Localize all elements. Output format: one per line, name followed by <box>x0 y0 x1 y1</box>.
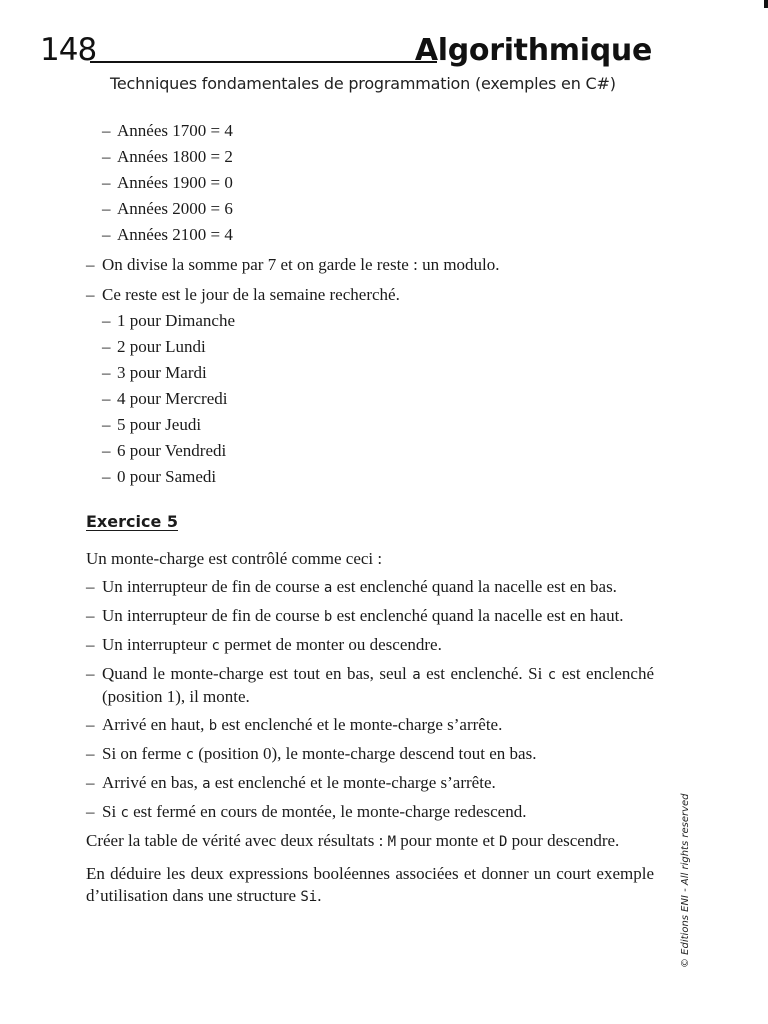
list-item: – 2 pour Lundi <box>102 334 654 360</box>
list-item: – Si c est fermé en cours de montée, le monte-charge redescend. <box>86 801 654 824</box>
days-list <box>102 308 654 490</box>
list-item: – Années 1800 = 2 <box>86 144 654 170</box>
step-reste-text: Ce reste est le jour de la semaine recherché. <box>102 285 400 304</box>
list-item: – Un interrupteur de fin de course a est enclenché quand la nacelle est en bas. <box>86 576 654 599</box>
steps-list <box>86 252 654 490</box>
list-item: – Années 1900 = 0 <box>86 170 654 196</box>
list-item: – Années 2000 = 6 <box>86 196 654 222</box>
list-item: – Années 2100 = 4 <box>86 222 654 248</box>
list-item: – 3 pour Mardi <box>102 360 654 386</box>
list-item: – 1 pour Dimanche <box>102 308 654 334</box>
deduce-instruction: En déduire les deux expressions booléennes associées et donner un court exemple d’utilisation dans une structure Si. <box>86 864 654 905</box>
book-title: Algorithmique <box>414 33 652 68</box>
corner-mark <box>764 0 768 8</box>
book-subtitle: Techniques fondamentales de programmation (exemples en C#) <box>110 74 616 93</box>
list-item: – Arrivé en bas, a est enclenché et le monte-charge s’arrête. <box>86 772 654 795</box>
header-rule <box>90 61 437 63</box>
list-item: – Un interrupteur c permet de monter ou descendre. <box>86 634 654 657</box>
list-item: – Quand le monte-charge est tout en bas, seul a est enclenché. Si c est enclenché (position 1), il monte. <box>86 663 654 708</box>
step-reste <box>86 282 654 490</box>
exercise-list <box>86 576 654 824</box>
page-number: 148 <box>40 32 97 68</box>
list-item: – 6 pour Vendredi <box>102 438 654 464</box>
step-modulo: – On divise la somme par 7 et on garde le reste : un modulo. <box>86 252 654 278</box>
exercise-intro: Un monte-charge est contrôlé comme ceci : <box>86 549 383 568</box>
copyright-notice: © Editions ENI - All rights reserved <box>680 793 691 968</box>
list-item: – Si on ferme c (position 0), le monte-charge descend tout en bas. <box>86 743 654 766</box>
exercise-heading: Exercice 5 <box>86 512 178 531</box>
list-item: – Arrivé en haut, b est enclenché et le monte-charge s’arrête. <box>86 714 654 737</box>
list-item: – 5 pour Jeudi <box>102 412 654 438</box>
list-item: – 0 pour Samedi <box>102 464 654 490</box>
list-item: – 4 pour Mercredi <box>102 386 654 412</box>
page-content <box>86 118 654 918</box>
list-item: – Années 1700 = 4 <box>86 118 654 144</box>
truth-table-instruction: Créer la table de vérité avec deux résultats : M pour monte et D pour descendre. <box>86 831 620 850</box>
year-list <box>86 118 654 248</box>
list-item: – Un interrupteur de fin de course b est enclenché quand la nacelle est en haut. <box>86 605 654 628</box>
